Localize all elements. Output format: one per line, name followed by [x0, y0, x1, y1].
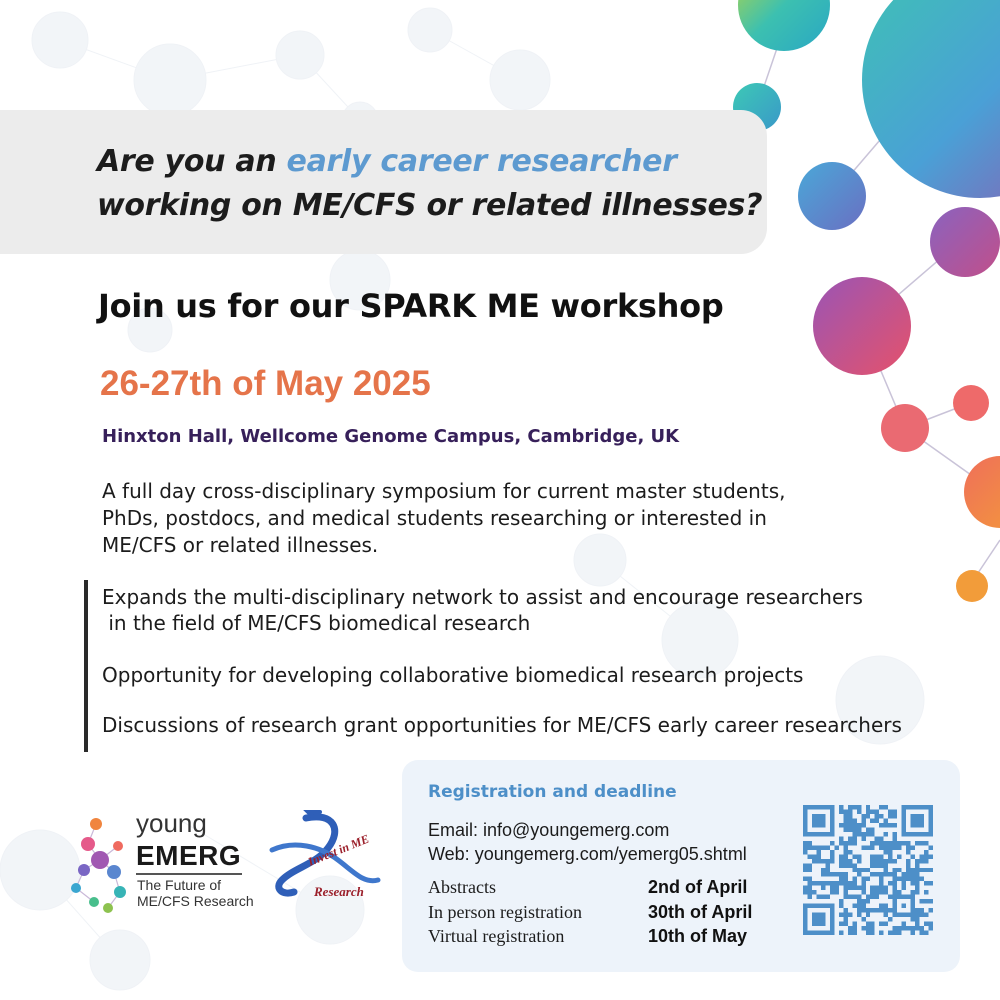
- question-highlight: early career researcher: [286, 144, 677, 179]
- invest-in-me-line1: Invest in ME: [305, 831, 372, 869]
- tagline-line: The Future of: [137, 877, 222, 893]
- bullet-grants: Discussions of research grant opportunities for ME/CFS early career researchers: [102, 713, 902, 737]
- deadline-label-virtual: Virtual registration: [428, 926, 565, 946]
- bullet-divider: [84, 580, 88, 752]
- question-prefix: Are you an: [97, 144, 287, 179]
- bullet-network: [102, 584, 863, 636]
- question-line-1: [97, 140, 762, 184]
- deadline-label-in-person: In person registration: [428, 902, 582, 922]
- workshop-headline: Join us for our SPARK ME workshop: [98, 287, 724, 325]
- invest-in-me-logo-icon: [264, 810, 394, 900]
- registration-web[interactable]: Web: youngemerg.com/yemerg05.shtml: [428, 844, 747, 864]
- intro-line: ME/CFS or related illnesses.: [102, 533, 379, 557]
- intro-line: PhDs, postdocs, and medical students researching or interested in: [102, 506, 767, 530]
- young-emerg-tagline: [137, 877, 254, 909]
- tagline-line: ME/CFS Research: [137, 893, 254, 909]
- registration-title: Registration and deadline: [428, 782, 677, 802]
- young-emerg-name: EMERG: [136, 840, 242, 871]
- young-emerg-young: young: [136, 808, 207, 838]
- question-heading: [97, 140, 762, 228]
- intro-line: A full day cross-disciplinary symposium for current master students,: [102, 479, 786, 503]
- bullet-line: in the field of ME/CFS biomedical research: [102, 611, 531, 635]
- young-emerg-rule: [136, 873, 242, 875]
- deadline-value-in-person: 30th of April: [648, 902, 753, 922]
- question-line-2: working on ME/CFS or related illnesses?: [97, 188, 763, 223]
- intro-paragraph: [102, 478, 822, 559]
- deadline-value-abstracts: 2nd of April: [648, 877, 748, 897]
- event-date: 26-27th of May 2025: [100, 364, 431, 403]
- event-venue: Hinxton Hall, Wellcome Genome Campus, Cambridge, UK: [102, 426, 680, 447]
- deadline-label-abstracts: Abstracts: [428, 877, 496, 897]
- invest-in-me-line2: Research: [314, 884, 364, 899]
- qr-code-icon[interactable]: [803, 805, 933, 935]
- bullet-line: Expands the multi-disciplinary network to assist and encourage researchers: [102, 585, 863, 609]
- registration-email[interactable]: Email: info@youngemerg.com: [428, 820, 670, 840]
- deadline-value-virtual: 10th of May: [648, 926, 748, 946]
- bullet-collaboration: Opportunity for developing collaborative biomedical research projects: [102, 663, 804, 687]
